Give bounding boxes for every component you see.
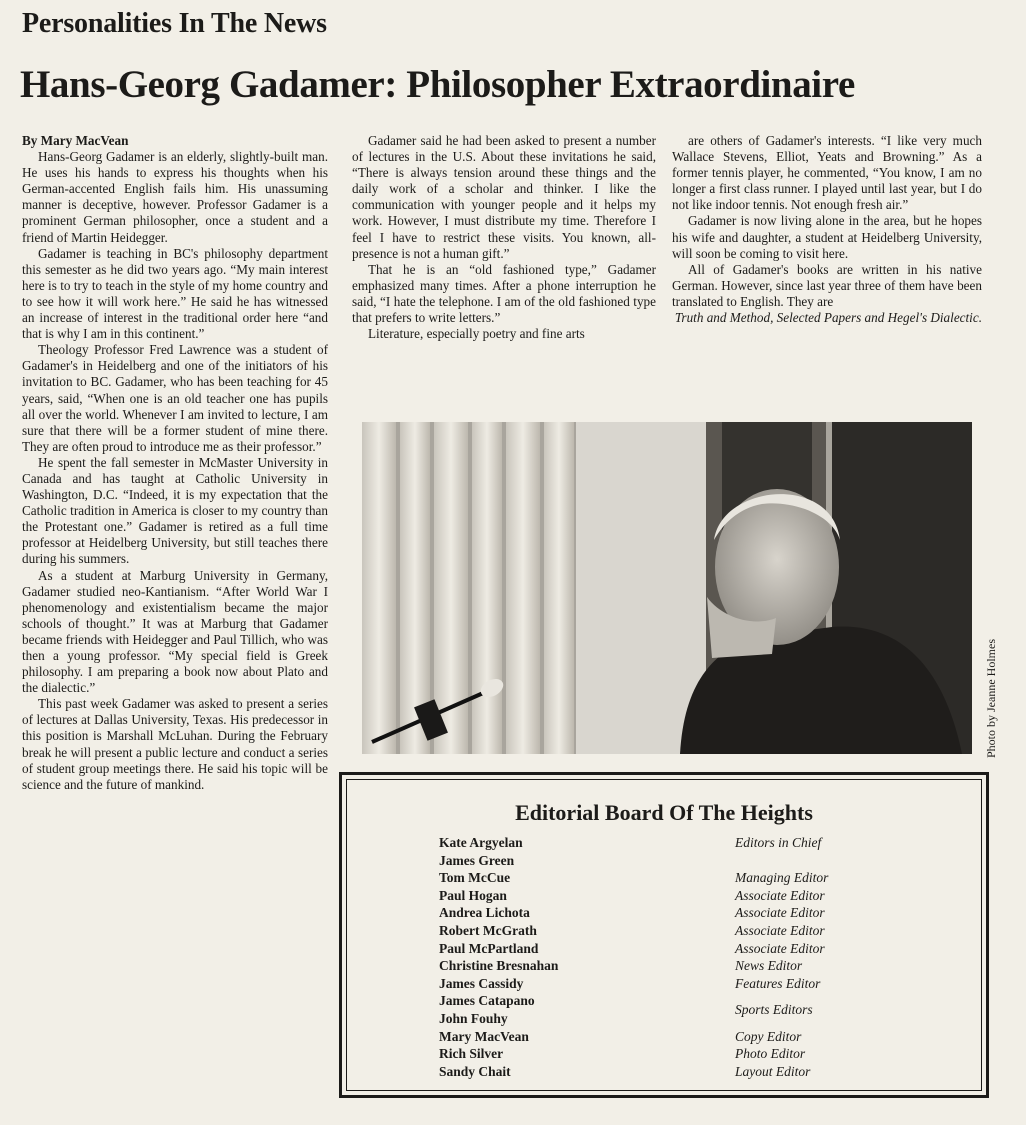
photo-credit: Photo by Jeanne Holmes xyxy=(984,639,998,758)
article-headline: Hans-Georg Gadamer: Philosopher Extraordinaire xyxy=(20,63,855,106)
board-name: James Cassidy xyxy=(439,975,524,991)
board-role: Editors in Chief xyxy=(735,835,822,850)
book-titles-text: Truth and Method, Selected Papers and Hegel's Dialectic. xyxy=(674,310,982,326)
board-name: Sandy Chait xyxy=(439,1063,511,1079)
board-name: Robert McGrath xyxy=(439,922,537,938)
board-role: Associate Editor xyxy=(735,905,825,921)
board-name: Rich Silver xyxy=(439,1046,504,1062)
board-name: Paul Hogan xyxy=(439,887,507,903)
byline: By Mary MacVean xyxy=(22,133,129,148)
paragraph: Hans-Georg Gadamer is an elderly, slightly-built man. He uses his hands to express his thoughts when his German-accented English fails him. His unassuming manner is deceptive, however. Professor Gadamer is a prominent German philosopher, once a student and a friend of Martin Heidegger. xyxy=(22,149,328,245)
board-name: James Green xyxy=(439,852,515,868)
gadamer-photo xyxy=(362,422,972,754)
board-name: Christine Bresnahan xyxy=(439,958,559,974)
editorial-board-names xyxy=(439,834,558,1080)
paragraph: are others of Gadamer's interests. “I like very much Wallace Stevens, Elliot, Yeats and Browning.” As a former tennis player, he commented, “You know, I am no longer a first class runner. I played until last year, but I do not like indoor tennis. Not enough fresh air.” xyxy=(672,133,982,213)
paragraph: All of Gadamer's books are written in his native German. However, since last year three of them have been translated to English. They are xyxy=(672,261,982,309)
paragraph: That he is an “old fashioned type,” Gadamer emphasized many times. After a phone interruption he said, “I hate the telephone. I am of the old fashioned type that prefers to write letters.” xyxy=(352,261,656,326)
paragraph: This past week Gadamer was asked to present a series of lectures at Dallas University, Texas. His predecessor in this position is Marshall McLuhan. During the February break he will present a public lecture and conduct a series of student group meetings there. He said his topic will be science and the future of mankind. xyxy=(22,696,328,792)
board-name: Tom McCue xyxy=(439,870,511,886)
editorial-board-title: Editorial Board Of The Heights xyxy=(515,800,813,825)
paragraph: Literature, especially poetry and fine arts xyxy=(368,326,585,342)
paragraph: Gadamer said he had been asked to present a number of lectures in the U.S. About these invitations he said, “There is always tension around these things and the daily work of a scholar and thinker. I like the communication with younger people and it helps my work. However, I must distribute my time. Therefore I feel I have to restrict these visits. You known, all-presence is not a human gift.” xyxy=(352,133,656,261)
paragraph: Gadamer is now living alone in the area, but he hopes his wife and daughter, a student at Heidelberg University, will soon be coming to visit here. xyxy=(672,213,982,261)
article-column-1 xyxy=(22,133,328,793)
editorial-board-inner-frame xyxy=(346,779,982,1091)
article-column-3 xyxy=(672,133,982,326)
board-name: James Catapano xyxy=(439,993,535,1009)
paragraph: Theology Professor Fred Lawrence was a student of Gadamer's in Heidelberg and one of the initiators of his invitation to BC. Gadamer, who has been teaching for 45 years, said, “When one is an old teacher one has pupils all over the world. Whenever I am invited to lecture, I am sure that there will be a former student of mine there. They are often proud to introduce me as their professor.” xyxy=(22,342,328,454)
paragraph: As a student at Marburg University in Germany, Gadamer studied neo-Kantianism. “After World War I phenomenology and existentialism became the major schools of thought.” It was at Marburg that Gadamer became friends with Heidegger and Paul Tillich, who was then a young professor. “My special field is Greek philosophy. I am preparing a book now about Plato and the dialectic.” xyxy=(22,567,328,696)
board-role: Associate Editor xyxy=(735,887,825,903)
paragraph: He spent the fall semester in McMaster University in Canada and has taught at Catholic University in Washington, D.C. “Indeed, it is my expectation that the Catholic tradition in America is closer to my country than the Protestant one.” Gadamer is retired as a full time professor at Heidelberg University, but still teaches there during his summers. xyxy=(22,454,328,567)
editorial-board-box xyxy=(339,772,989,1098)
board-role: Associate Editor xyxy=(735,940,825,956)
board-role: Managing Editor xyxy=(735,870,829,886)
board-name: Andrea Lichota xyxy=(439,905,530,921)
board-role: Associate Editor xyxy=(735,922,825,938)
article-column-2 xyxy=(352,133,656,342)
editorial-board-roles xyxy=(735,834,828,1080)
board-name: Paul McPartland xyxy=(439,940,539,956)
board-name: Mary MacVean xyxy=(439,1028,529,1044)
board-role: Features Editor xyxy=(735,975,821,991)
board-role: News Editor xyxy=(735,958,803,974)
board-name: Kate Argyelan xyxy=(439,835,523,850)
board-role: Photo Editor xyxy=(735,1046,806,1062)
board-role: Sports Editors xyxy=(735,1001,813,1017)
section-heading: Personalities In The News xyxy=(22,8,327,39)
board-name: John Fouhy xyxy=(439,1010,508,1026)
book-titles xyxy=(672,310,982,326)
paragraph: Gadamer is teaching in BC's philosophy department this semester as he did two years ago. “My main interest here is to try to teach in the style of my home country and to see how it will work here.” He said he has witnessed an increase of interest in the traditional order here “and that is why I am in this continent.” xyxy=(22,245,328,342)
board-role xyxy=(735,852,828,870)
photo-illustration xyxy=(362,422,972,754)
board-role: Layout Editor xyxy=(735,1063,811,1079)
board-role: Copy Editor xyxy=(735,1028,802,1044)
